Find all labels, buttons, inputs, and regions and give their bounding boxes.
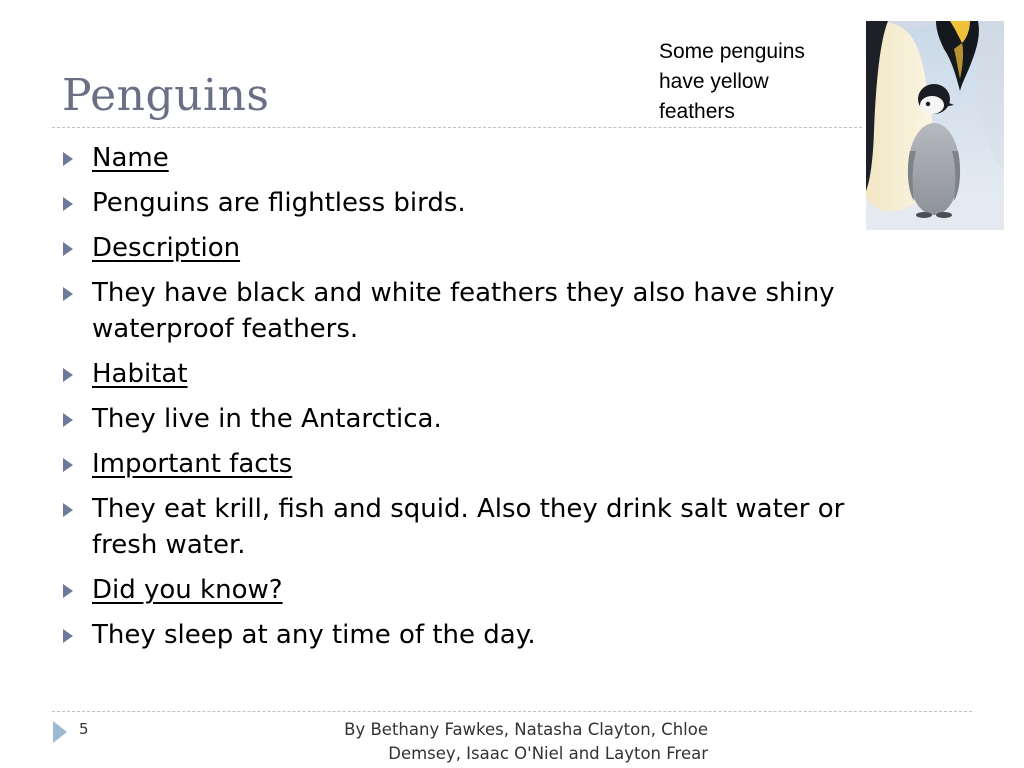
- list-item: [60, 356, 910, 392]
- list-item: [60, 185, 910, 221]
- photo-caption: Some penguins have yellow feathers: [659, 40, 805, 123]
- list-item-text: They have black and white feathers they also have shiny waterproof feathers.: [92, 278, 835, 344]
- list-item-text: They live in the Antarctica.: [92, 404, 442, 434]
- list-item: [60, 401, 910, 437]
- bullet-arrow-icon: [63, 368, 73, 382]
- page-number: 5: [79, 720, 89, 738]
- bullet-arrow-icon: [63, 458, 73, 472]
- bullet-arrow-icon: [63, 242, 73, 256]
- slide-title: Penguins: [62, 70, 270, 121]
- bullet-list: [60, 140, 910, 662]
- footer-arrow-icon: [53, 721, 67, 743]
- list-item: [60, 230, 910, 266]
- list-item: [60, 275, 910, 347]
- list-item-text: Description: [92, 233, 241, 263]
- title-divider: [52, 127, 862, 128]
- bullet-arrow-icon: [63, 629, 73, 643]
- bullet-arrow-icon: [63, 584, 73, 598]
- bullet-arrow-icon: [63, 152, 73, 166]
- list-item-text: Did you know?: [92, 575, 283, 605]
- list-item: [60, 572, 910, 608]
- bullet-arrow-icon: [63, 287, 73, 301]
- list-item-text: Penguins are flightless birds.: [92, 188, 466, 218]
- list-item: [60, 617, 910, 653]
- list-item-text: Important facts: [92, 449, 293, 479]
- list-item-text: They eat krill, fish and squid. Also they drink salt water or fresh water.: [92, 494, 845, 560]
- bullet-arrow-icon: [63, 503, 73, 517]
- footer-divider: [52, 711, 972, 712]
- list-item: [60, 140, 910, 176]
- list-item: [60, 491, 910, 563]
- list-item-text: Name: [92, 143, 169, 173]
- footer-credits: By Bethany Fawkes, Natasha Clayton, Chloe Demsey, Isaac O'Niel and Layton Frear: [344, 720, 708, 763]
- list-item: [60, 446, 910, 482]
- list-item-text: They sleep at any time of the day.: [92, 620, 536, 650]
- bullet-arrow-icon: [63, 197, 73, 211]
- list-item-text: Habitat: [92, 359, 188, 389]
- bullet-arrow-icon: [63, 413, 73, 427]
